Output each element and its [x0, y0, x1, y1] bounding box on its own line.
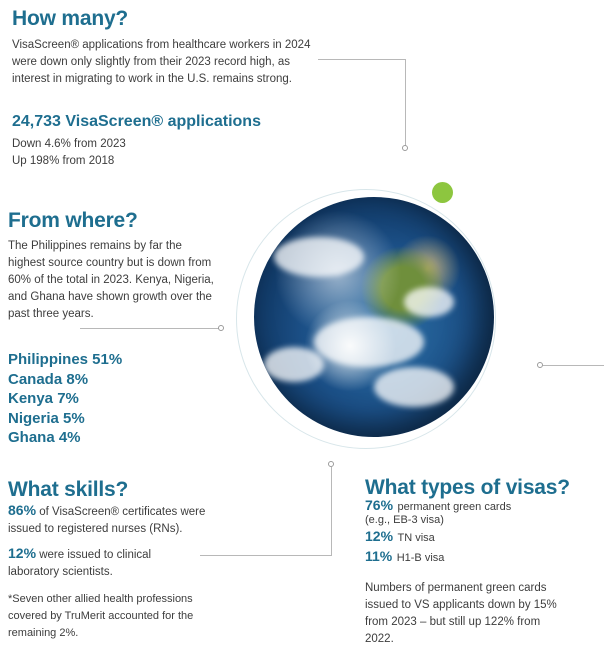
- connector-visas-h: [543, 365, 604, 366]
- country-nigeria: Nigeria 5%: [8, 409, 85, 427]
- from-where-body: The Philippines remains by far the highest source country but is down from 60% of the total in 2023. Kenya, Nigeria, and Ghana have shown growth over the past three years.: [8, 240, 214, 320]
- change-from-2018: Up 198% from 2018: [12, 155, 115, 167]
- country-ghana: Ghana 4%: [8, 429, 81, 446]
- visas-note: Numbers of permanent green cards issued to VS applicants down by 15% from 2023 – but still up 122% from 2022.: [365, 582, 557, 645]
- skills-rn-text: of VisaScreen® certificates were issued to registered nurses (RNs).: [8, 506, 206, 535]
- connector-skills-h: [200, 555, 332, 556]
- change-from-2023: Down 4.6% from 2023: [12, 138, 126, 150]
- earth-globe-image: [254, 197, 494, 437]
- visa-tn-text: TN visa: [397, 532, 435, 544]
- country-canada: Canada 8%: [8, 370, 89, 388]
- applications-headline: 24,733 VisaScreen® applications: [12, 113, 261, 130]
- visa-item-tn: [365, 528, 595, 546]
- how-many-title: How many?: [12, 7, 129, 30]
- country-philippines: Philippines 51%: [8, 351, 123, 368]
- skills-stat-rn: [8, 502, 238, 538]
- visa-item-green-card: [365, 497, 595, 515]
- connector-how-many-h: [318, 59, 406, 60]
- skills-cls-pct: 12%: [8, 545, 37, 561]
- visa-green-card-text: permanent green cards: [397, 501, 512, 513]
- visa-tn-pct: 12%: [365, 528, 394, 544]
- green-accent-dot: [432, 182, 453, 203]
- visa-green-card-sub: (e.g., EB-3 visa): [365, 514, 444, 526]
- skills-footnote: *Seven other allied health professions covered by TruMerit accounted for the remaining 2%.: [8, 593, 194, 639]
- country-list: [8, 350, 122, 448]
- what-skills-title: What skills?: [8, 478, 129, 501]
- country-kenya: Kenya 7%: [8, 390, 79, 407]
- connector-from-where-dot: [218, 325, 224, 331]
- skills-cls-text: were issued to clinical laboratory scientists.: [8, 549, 152, 578]
- visa-list: [365, 497, 595, 566]
- connector-how-many-dot: [402, 145, 408, 151]
- connector-how-many-v: [405, 59, 406, 147]
- skills-stat-cls: [8, 545, 198, 581]
- how-many-body: VisaScreen® applications from healthcare workers in 2024 were down only slightly from their 2023 record high, as interest in migrating to work in the U.S. remains strong.: [12, 39, 311, 85]
- visa-h1b-pct: 11%: [365, 548, 393, 564]
- visa-item-h1b: [365, 548, 595, 566]
- visa-green-card-pct: 76%: [365, 497, 394, 513]
- visas-title: What types of visas?: [365, 476, 570, 499]
- skills-rn-pct: 86%: [8, 502, 37, 518]
- connector-skills-v: [331, 467, 332, 556]
- connector-from-where: [80, 328, 220, 329]
- from-where-title: From where?: [8, 209, 138, 232]
- visa-h1b-text: H1-B visa: [396, 552, 445, 564]
